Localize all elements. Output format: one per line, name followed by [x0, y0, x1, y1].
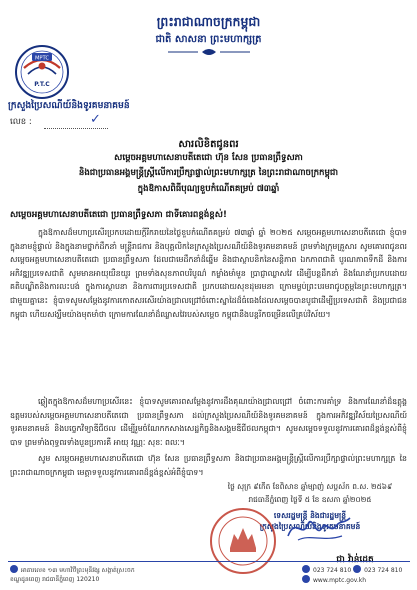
body-paragraph-2: ឆ្លៀតក្នុងឱកាសដ៏មហាប្រសើរនេះ ខ្ញុំបាទសូមគោរពសម្តែងនូវការដឹងគុណយ៉ាងជ្រាលជ្រៅ ចំពោះការគាំទ្រ និងការណែនាំដ៏ឧត្តុង្គឧត្តមរបស់សម្តេចអគ្គមហាសេនាបតីតេជោ ប្រធានព្រឹទ្ធសភា ដល់ក្រសួងប្រៃសណីយ៍និងទូរគមនាគមន៍ ក្នុងការអភិវឌ្ឍវិស័យប្រៃសណីយ៍ ទូរគមនាគមន៍ និងបច្ចេកវិទ្យាឌីជីថល ដើម្បីរួមចំណែកកសាងសេដ្ឋកិច្ចនិងសង្គមឌីជីថលកម្ពុជា។ សូមសម្តេចទទួលនូវការគោរពដ៏ខ្ពង់ខ្ពស់ពីខ្ញុំបាទ ព្រមទាំងពុទ្ធពរទាំងបួនប្រការគឺ អាយុ វណ្ណៈ សុខៈ ពលៈ។ — [10, 397, 407, 447]
reference-checkmark-icon: ✓ — [90, 112, 101, 127]
reference-label: លេខ : — [10, 117, 32, 127]
footer-divider — [8, 561, 410, 562]
recipient-line-3: ក្នុងឱកាសពិធីបុណ្យខួបកំណើតគម្រប់ ៧៣ឆ្នាំ — [137, 184, 280, 194]
footer-fax: 023 724 810 — [364, 567, 403, 574]
body-paragraph-3: សូម សម្តេចអគ្គមហាសេនាបតីតេជោ ហ៊ុន សែន ប្រធានព្រឹទ្ធសភា និងជាប្រធានអង្គមន្ត្រីស្រ្តីលើការប្រឹក្សាផ្ទាល់ព្រះមហាក្សត្រ នៃព្រះរាជាណាចក្រកម្ពុជា មេត្តាទទួលនូវការគោរពដ៏ខ្ពង់ខ្ពស់អំពីខ្ញុំបាទ។ — [10, 454, 407, 477]
logo-badge-text: MPTC — [34, 55, 50, 62]
footer-address — [10, 565, 135, 584]
address-line-2: ខណ្ឌដូនពេញ រាជធានីភ្នំពេញ 120210 — [10, 576, 100, 583]
national-motto: ជាតិ សាសនា ព្រះមហាក្សត្រ — [155, 34, 262, 45]
ornament-divider-icon — [168, 48, 250, 56]
body-paragraph-1: ក្នុងឱកាសដ៏មហាប្រសើរប្រកបដោយក្តីរីករាយនៃថ្ងៃខួបកំណើតគម្រប់ ៧៣ឆ្នាំ ឆ្នាំ ២០២៥ សម្តេចអគ្គមហាសេនាបតីតេជោ ខ្ញុំបាទក្នុងនាមខ្ញុំផ្ទាល់ និងក្នុងនាមថ្នាក់ដឹកនាំ មន្ត្រីរាជការ និងបុគ្គលិកនៃក្រសួងប្រៃសណីយ៍និងទូរគមនាគមន៍ ព្រមទាំងក្រុមគ្រួសារ សូមគោរពជូនពរ សម្តេចអគ្គមហាសេនាបតីតេជោ ប្រធានព្រឹទ្ធសភា ដែលជាមេដឹកនាំដ៏ឆ្នើម និងជាស្ថាបនិកនៃសន្តិភាព ឯកភាពជាតិ បូរណភាពទឹកដី និងការអភិវឌ្ឍប្រទេសជាតិ សូមមានអាយុយឺនយូរ ព្រមទាំងសុខភាពបរិបូណ៌ កម្លាំងមាំមួន ប្រាជ្ញាឈ្លាសវៃ ដើម្បីបន្តដឹកនាំ និងណែនាំប្រកបដោយគតិបណ្ឌិតនិងការលះបង់ ក្នុងការស្ថាបនា និងការពារប្រទេសជាតិ ប្រកបដោយសុខដុមរមនា ក្រោមម្លប់ព្រះបរមរាជូបត្ថម្ភនៃព្រះមហាក្សត្រ។ ជាមួយគ្នានេះ ខ្ញុំបាទសូមសម្តែងនូវការកោតសរសើរយ៉ាងជ្រាលជ្រៅចំពោះស្នាដៃដ៏ធំធេងដែលសម្តេចបានបូជាដើម្បីប្រទេសជាតិ និងប្រជាជនកម្ពុជា ហើយសង្ឃឹមយ៉ាងមុតមាំថា ក្រោមការណែនាំដ៏ឈ្លាសវៃរបស់សម្តេច កម្ពុជានឹងបន្តរីកចម្រើនលើគ្រប់វិស័យ។ — [10, 228, 407, 319]
reference-number-line — [44, 128, 108, 129]
gregorian-date-line: រាជធានីភ្នំពេញ ថ្ងៃទី ៥ ខែ ឧសភា ឆ្នាំ២០២៥ — [248, 495, 372, 504]
address-line-1: អាគារលេខ ១៣ មហាវិថីព្រះមុនីវង្ស សង្កាត់ស្រះចក — [21, 567, 135, 574]
logo-caption-text: P.T.C — [34, 81, 50, 88]
footer-contacts — [302, 565, 412, 585]
office-title-line-2: ក្រសួងប្រៃសណីយ៍និងទូរគមនាគមន៍ — [259, 522, 361, 531]
letter-title: សារលិខិតជូនពរ — [178, 139, 239, 150]
salutation: សម្តេចអគ្គមហាសេនាបតីតេជោ ប្រធានព្រឹទ្ធសភា ជាទីគោរពខ្ពង់ខ្ពស់! — [10, 210, 227, 220]
signer-name: ជា វ៉ាន់ដេត — [336, 555, 374, 565]
location-pin-icon — [10, 565, 18, 573]
sender-ministry: ក្រសួងប្រៃសណីយ៍និងទូរគមនាគមន៍ — [8, 100, 130, 111]
kingdom-heading: ព្រះរាជាណាចក្រកម្ពុជា — [156, 14, 261, 29]
official-seal-icon — [200, 506, 286, 576]
handwritten-signature-icon — [284, 510, 354, 546]
recipient-line-2: និងជាប្រធានអង្គមន្ត្រីស្រ្តីលើការប្រឹក្សាផ្ទាល់ព្រះមហាក្សត្រ នៃព្រះរាជាណាចក្រកម្ពុជា — [78, 168, 339, 178]
office-title-line-1: ទេសរដ្ឋមន្ត្រី និងជារដ្ឋមន្ត្រី — [273, 511, 347, 520]
footer-phone: 023 724 810 — [313, 567, 352, 574]
globe-icon — [302, 575, 310, 583]
phone-icon — [302, 565, 310, 573]
footer-website[interactable]: www.mptc.gov.kh — [313, 577, 367, 584]
recipient-line-1: សម្តេចអគ្គមហាសេនាបតីតេជោ ហ៊ុន សែន ប្រធានព្រឹទ្ធសភា — [114, 153, 303, 163]
fax-icon — [353, 565, 361, 573]
ministry-logo-icon — [14, 44, 70, 100]
lunar-date-line: ថ្ងៃ សុក្រ ៩កើត ខែពិសាខ ឆ្នាំម្សាញ់ សប្តស័ក ព.ស. ២៥៦៩ — [227, 482, 393, 491]
